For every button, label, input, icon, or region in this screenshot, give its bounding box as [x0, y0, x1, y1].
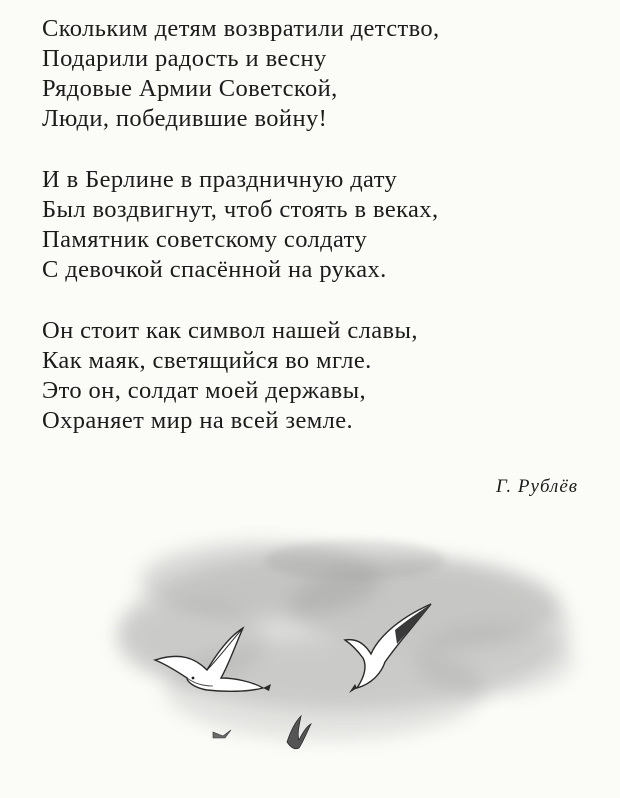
poem-line: Как маяк, светящийся во мгле. [42, 347, 372, 374]
poem-line: С девочкой спасённой на руках. [42, 256, 387, 283]
poem-line: Скольким детям возвратили детство, [42, 15, 440, 42]
poem-line: Это он, солдат моей державы, [42, 377, 367, 404]
small-bird-icon [213, 730, 231, 738]
poem-line: Охраняет мир на всей земле. [42, 407, 354, 434]
poem-line: Люди, победившие войну! [42, 105, 328, 132]
poem-line: Был воздвигнут, чтоб стоять в веках, [42, 196, 439, 223]
poem-line: Он стоит как символ нашей славы, [42, 317, 418, 344]
poem-line: Рядовые Армии Советской, [42, 75, 338, 102]
seagulls-illustration [95, 520, 595, 790]
poem-stanza-2 [42, 165, 602, 285]
poem-line: Памятник советскому солдату [42, 226, 368, 253]
poem-line: И в Берлине в праздничную дату [42, 166, 398, 193]
poem-stanza-3 [42, 316, 602, 436]
poem-stanza-1 [42, 14, 602, 134]
poem [42, 14, 602, 436]
poem-author: Г. Рублёв [496, 476, 578, 497]
poem-line: Подарили радость и весну [42, 45, 327, 72]
